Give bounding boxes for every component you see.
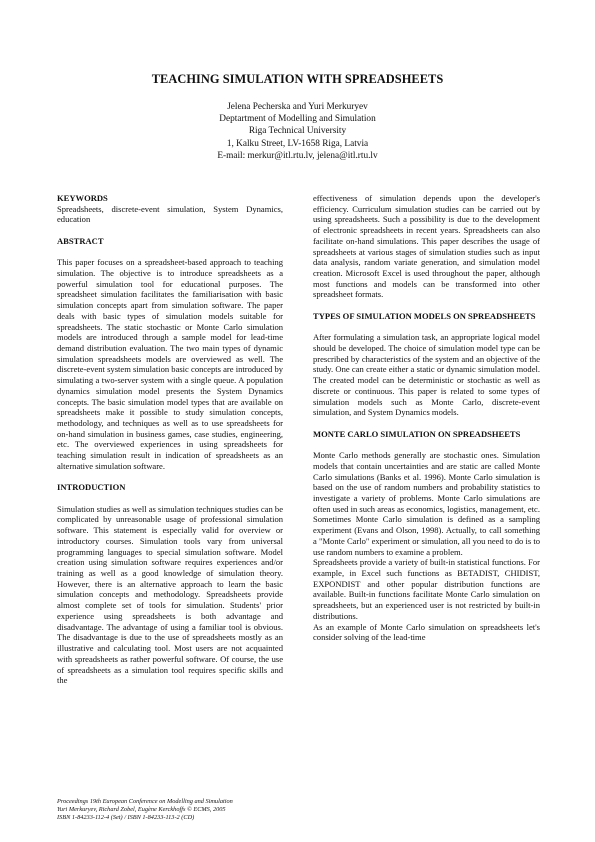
monte-carlo-text-3: As an example of Monte Carlo simulation on spreadsheets let's consider solving of the lead-time [313,621,540,643]
author-block [0,101,595,162]
introduction-heading: INTRODUCTION [57,482,126,493]
abstract-text: This paper focuses on a spreadsheet-based approach to teaching simulation. The objective is to introduce spreadsheets as a powerful simulation tool for educational purposes. The spreadsheet simulation facilitates the familiarisation with basic simulation concepts apart from simulation software. The paper deals with basic types of simulation models suitable for spreadsheets. The static stochastic or Monte Carlo simulation models are introduced through a sample model for lead-time demand distribution evaluation. The two main types of dynamic simulation spreadsheets models are overviewed as well. The discrete-event system simulation basic concepts are introduced by simulating a two-server system with a single queue. A population dynamics simulation model presents the System Dynamics concepts. The basic simulation model types that are available on spreadsheets make it possible to study simulation concepts, methodology, and techniques as well as to use spreadsheets for on-hand simulation in business games, case studies, engineering, etc. The overviewed experiences in using spreadsheets for teaching simulation result in indication of spreadsheets as an alternative simulation software. [57,257,283,471]
keywords-heading: KEYWORDS [57,193,108,203]
model-types-text: After formulating a simulation task, an appropriate logical model should be developed. The choice of simulation model type can be prescribed by characteristics of the system and an objective of the study. One can create either a static or dynamic simulation model. The created model can be deterministic or stochastic as well as discrete or continuous. This paper is related to some types of simulation models such as Monte Carlo, discrete-event simulation, and System Dynamics models. [313,332,540,418]
left-column [57,193,283,686]
monte-carlo-text-2: Spreadsheets provide a variety of built-in statistical functions. For example, in Excel such functions as BETADIST, CHIDIST, EXPONDIST and other popular distribution functions are available. Built-in functions facilitate Monte Carlo simulation on spreadsheets, but an experienced user is not restricted by built-in distributions. [313,557,540,621]
introduction-text: Simulation studies as well as simulation techniques studies can be complicated by unreasonable usage of professional simulation software. This statement is especially valid for overview or introductory courses. Simulation tools vary from universal programming languages to special simulation software. Model creation using simulation software requires experiences and/or training as well as a good knowledge of simulation theory. However, there is an alternative approach to learn the basic simulation concepts and methodology. Spreadsheets provide almost complete set of tools for simulation. Students' prior experience using spreadsheets is both advantage and disadvantage. The advantage of using a familiar tool is obvious. The disadvantage is due to the use of spreadsheets mostly as an illustrative and calculating tool. Most users are not acquainted with spreadsheets as rather powerful software. Of course, the use of spreadsheets as a simulation tool requires specific skills and the [57,503,283,686]
abstract-heading: ABSTRACT [57,235,104,246]
monte-carlo-text-1: Monte Carlo methods generally are stochastic ones. Simulation models that contain uncertainties and are static are called Monte Carlo simulations (Banks et al. 1996). Monte Carlo simulation is based on the use of random numbers and probability statistics to investigate a variety of problems. Monte Carlo simulations are often used in such areas as economics, logistics, management, etc. Sometimes Monte Carlo simulation is defined as a sampling experiment (Evans and Olson, 1998). Actually, to call something a "Monte Carlo" experiment or simulation, all you need to do is to use random numbers to examine a problem. [313,450,540,557]
author-email: E-mail: merkur@itl.rtu.lv, jelena@itl.rtu.lv [217,150,378,161]
author-names: Jelena Pecherska and Yuri Merkuryev [227,102,368,112]
paper-title: TEACHING SIMULATION WITH SPREADSHEETS [151,72,444,86]
author-department: Deptartment of Modelling and Simulation [219,114,376,125]
right-column [313,193,540,643]
introduction-continued-text: effectiveness of simulation depends upon the developer's efficiency. Curriculum simulation studies can be carried out by using spreadsheets. Such a possibility is due to the development of electronic spreadsheets in recent years. Spreadsheets can also facilitate on-hand simulations. This paper describes the usage of spreadsheets at various stages of simulation studies such as input data analysis, random variate generation, and simulation model creation. Microsoft Excel is used throughout the paper, although most functions and models can be transformed into other spreadsheet formats. [313,193,540,300]
footer-line-editors: Yuri Merkuryev, Richard Zobel, Eugène Kerckhoffs © ECMS, 2005 [57,806,226,814]
footer-line-isbn: ISBN 1-84233-112-4 (Set) / ISBN 1-84233-113-2 (CD) [57,814,195,822]
keywords-text: Spreadsheets, discrete-event simulation, System Dynamics, education [57,203,283,225]
monte-carlo-heading: MONTE CARLO SIMULATION ON SPREADSHEETS [313,428,521,439]
footer-line-conference: Proceedings 19th European Conference on Modelling and Simulation [57,798,233,805]
author-university: Riga Technical University [248,126,347,137]
proceedings-footer [57,798,317,822]
model-types-heading: TYPES OF SIMULATION MODELS ON SPREADSHEETS [313,310,536,321]
author-address: 1, Kalku Street, LV-1658 Riga, Latvia [226,138,369,149]
